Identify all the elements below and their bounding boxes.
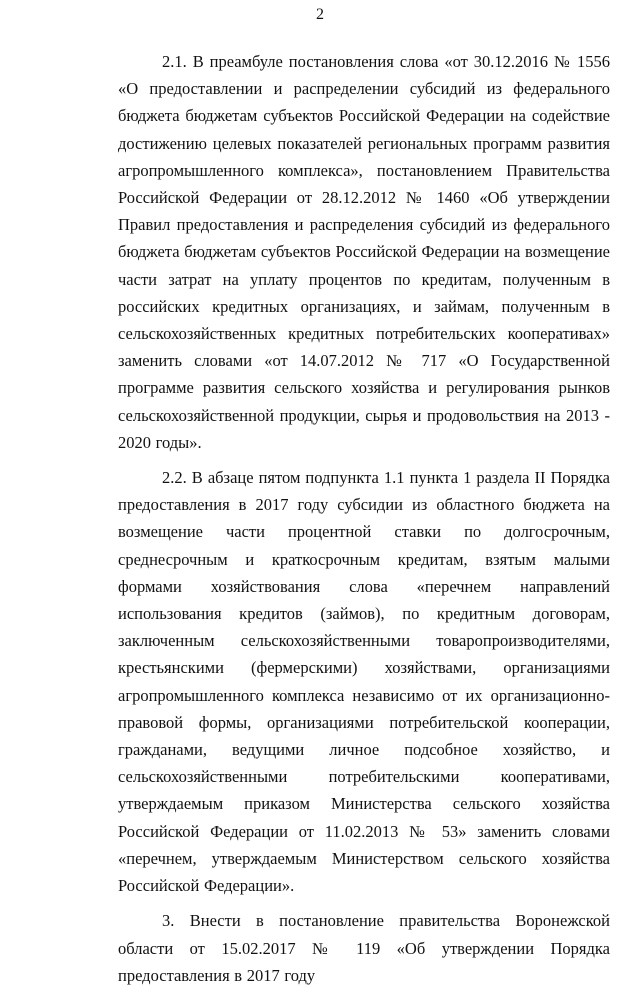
paragraph-3: 3. Внести в постановление правительства Воронежской области от 15.02.2017 № 119 «Об утверждении Порядка предоставления в 2017 году bbox=[118, 911, 610, 985]
document-body bbox=[118, 48, 610, 989]
page-number: 2 bbox=[316, 6, 324, 23]
paragraph-2-2: 2.2. В абзаце пятом подпункта 1.1 пункта 1 раздела II Порядка предоставления в 2017 году субсидии из областного бюджета на возмещение части процентной ставки по долгосрочным, среднесрочным и краткосрочным кредитам, взятым малыми формами хозяйствования слова «перечнем направлений использования кредитов (займов), по кредитным договорам, заключенным сельскохозяйственными товаропроизводителями, крестьянскими (фермерскими) хозяйствами, организациями агропромышленного комплекса независимо от их организационно-правовой формы, организациями потребительской кооперации, гражданами, ведущими личное подсобное хозяйство, и сельскохозяйственными потребительскими кооперативами, утверждаемым приказом Министерства сельского хозяйства Российской Федерации от 11.02.2013 № 53» заменить словами «перечнем, утверждаемым Министерством сельского хозяйства Российской Федерации». bbox=[118, 468, 610, 896]
paragraph-2-1: 2.1. В преамбуле постановления слова «от 30.12.2016 № 1556 «О предоставлении и распределении субсидий из федерального бюджета бюджетам субъектов Российской Федерации на содействие достижению целевых показателей региональных программ развития агропромышленного комплекса», постановлением Правительства Российской Федерации от 28.12.2012 № 1460 «Об утверждении Правил предоставления и распределения субсидий из федерального бюджета бюджетам субъектов Российской Федерации на возмещение части затрат на уплату процентов по кредитам, полученным в российских кредитных организациях, и займам, полученным в сельскохозяйственных кредитных потребительских кооперативах» заменить словами «от 14.07.2012 № 717 «О Государственной программе развития сельского хозяйства и регулирования рынков сельскохозяйственной продукции, сырья и продовольствия на 2013 - 2020 годы». bbox=[118, 52, 610, 452]
